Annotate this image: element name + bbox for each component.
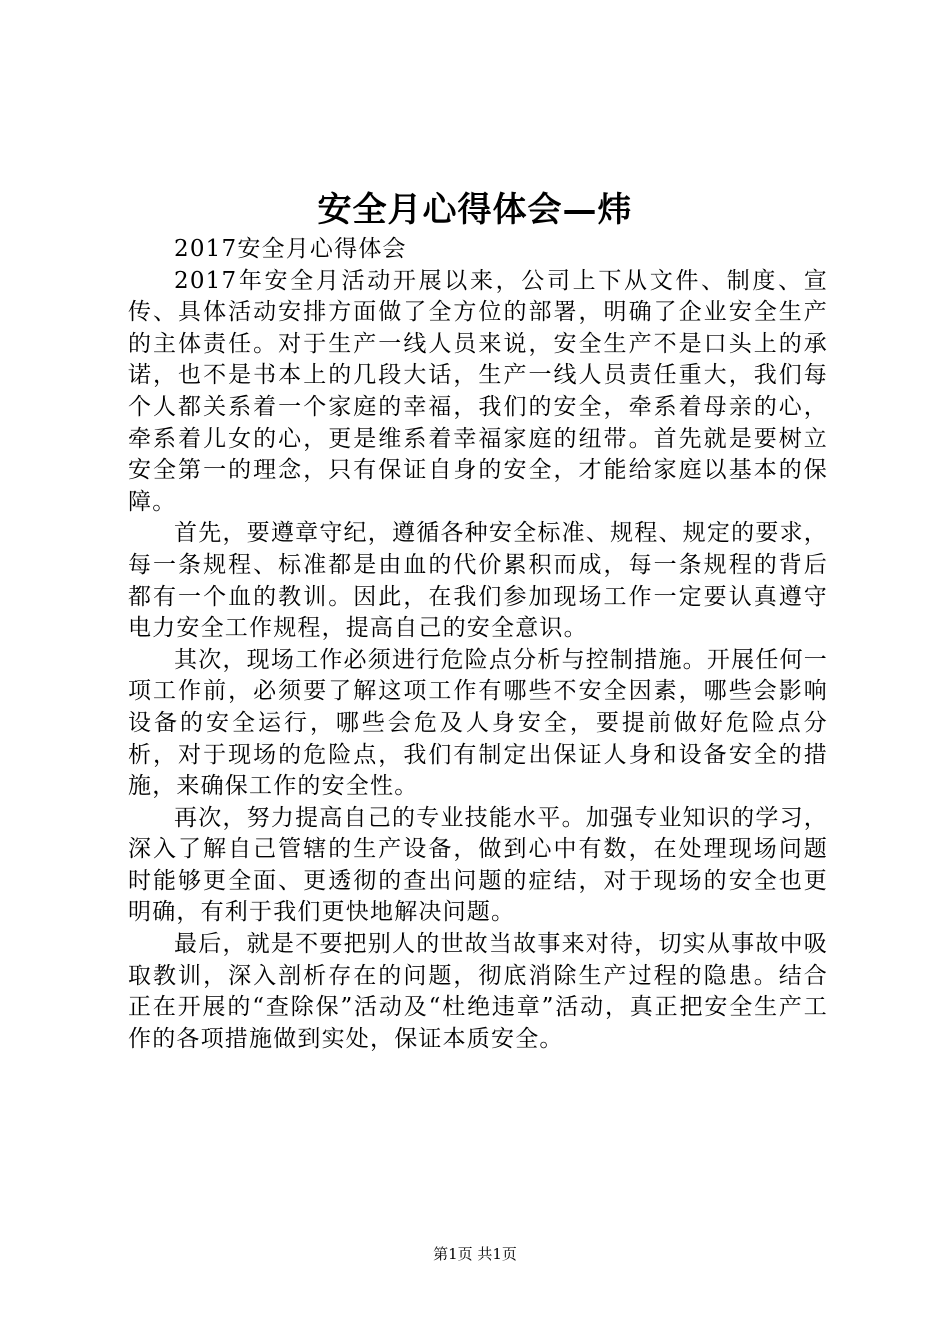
page-footer: 第1页 共1页 — [433, 1245, 517, 1263]
paragraph-subtitle: 2017安全月心得体会 — [174, 236, 407, 262]
paragraph-last: 最后，就是不要把别人的世故当故事来对待，切实从事故中吸取教训，深入剖析存在的问题，彻底消除生产过程的隐患。结合正在开展的“查除保”活动及“杜绝违章”活动，真正把安全生产工作的各项措施做到实处，保证本质安全。 — [128, 931, 828, 1052]
paragraph-intro: 2017年安全月活动开展以来，公司上下从文件、制度、宣传、具体活动安排方面做了全方位的部署，明确了企业安全生产的主体责任。对于生产一线人员来说，安全生产不是口头上的承诺，也不是书本上的几段大话，生产一线人员责任重大，我们每个人都关系着一个家庭的幸福，我们的安全，牵系着母亲的心，牵系着儿女的心，更是维系着幸福家庭的纽带。首先就是要树立安全第一的理念，只有保证自身的安全，才能给家庭以基本的保障。 — [128, 267, 828, 515]
document-title: 安全月心得体会—炜 — [317, 190, 633, 230]
paragraph-third: 再次，努力提高自己的专业技能水平。加强专业知识的学习，深入了解自己管辖的生产设备，做到心中有数，在处理现场问题时能够更全面、更透彻的查出问题的症结，对于现场的安全也更明确，有利于我们更快地解决问题。 — [128, 804, 828, 926]
paragraph-first: 首先，要遵章守纪，遵循各种安全标准、规程、规定的要求，每一条规程、标准都是由血的代价累积而成，每一条规程的背后都有一个血的教训。因此，在我们参加现场工作一定要认真遵守电力安全工作规程，提高自己的安全意识。 — [128, 520, 828, 642]
document-body — [128, 234, 828, 1055]
paragraph-second: 其次，现场工作必须进行危险点分析与控制措施。开展任何一项工作前，必须要了解这项工作有哪些不安全因素，哪些会影响设备的安全运行，哪些会危及人身安全，要提前做好危险点分析，对于现场的危险点，我们有制定出保证人身和设备安全的措施，来确保工作的安全性。 — [128, 646, 828, 800]
